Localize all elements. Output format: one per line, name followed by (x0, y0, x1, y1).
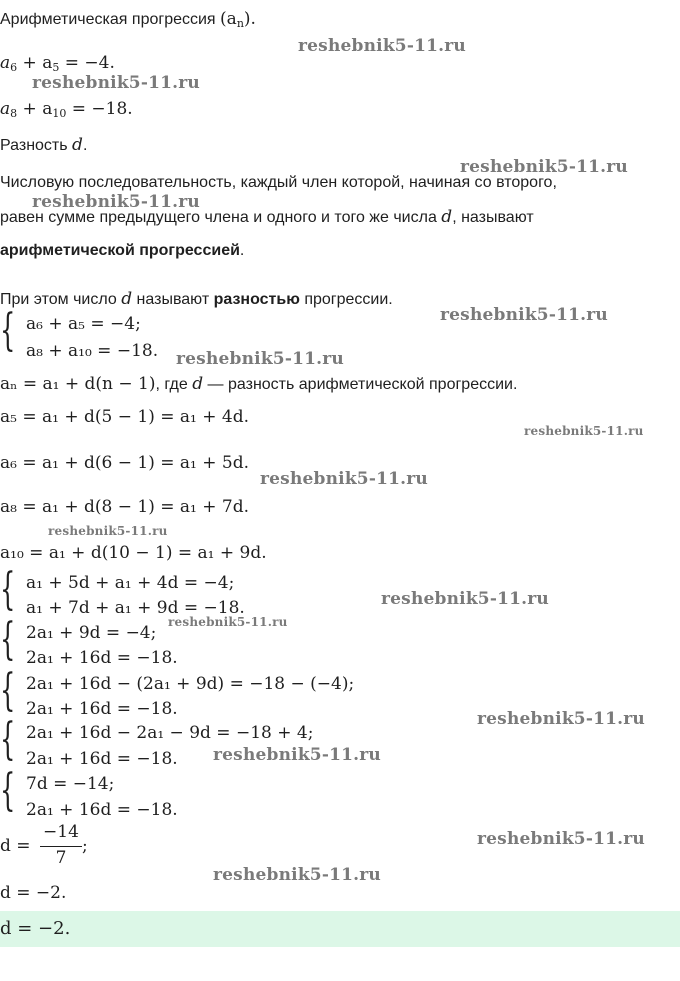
title-symbol: (a (220, 9, 237, 29)
fraction-bar (40, 846, 82, 847)
system-brace: { (0, 714, 16, 765)
watermark: reshebnik5-11.ru (381, 589, 549, 609)
watermark: reshebnik5-11.ru (168, 615, 288, 629)
watermark: reshebnik5-11.ru (213, 865, 381, 885)
result: d = −2. (0, 883, 67, 903)
system3-line-2: 2a₁ + 16d = −18. (26, 648, 178, 668)
equation-a6: a₆ = a₁ + d(6 − 1) = a₁ + 5d. (0, 453, 249, 473)
equation-a10: a₁₀ = a₁ + d(10 − 1) = a₁ + 9d. (0, 543, 267, 563)
watermark: reshebnik5-11.ru (477, 709, 645, 729)
fraction-lhs: d = (0, 836, 31, 856)
watermark: reshebnik5-11.ru (440, 305, 608, 325)
system5-line-2: 2a₁ + 16d = −18. (26, 749, 178, 769)
system2-line-1: a₁ + 5d + a₁ + 4d = −4; (26, 573, 235, 593)
definition-line-1: Числовую последовательность, каждый член которой, начиная со второго, (0, 174, 557, 191)
system-brace: { (0, 614, 16, 665)
watermark: reshebnik5-11.ru (298, 36, 466, 56)
equation-a8: a₈ = a₁ + d(8 − 1) = a₁ + 7d. (0, 497, 249, 517)
answer-box (0, 911, 680, 947)
definition-line-4: При этом число d называют разностью прогрессии. (0, 289, 393, 309)
definition-line-2: равен сумме предыдущего члена и одного и того же числа d, называют (0, 207, 534, 227)
fraction-denominator: 7 (55, 848, 67, 868)
title-end: ). (243, 9, 256, 29)
system-brace: { (0, 564, 16, 615)
system6-line-1: 7d = −14; (26, 774, 115, 794)
fraction-numerator: −14 (43, 822, 79, 842)
watermark: reshebnik5-11.ru (524, 424, 644, 438)
problem-title (0, 8, 256, 30)
system3-line-1: 2a₁ + 9d = −4; (26, 623, 157, 643)
system-brace: { (0, 665, 16, 716)
general-formula: aₙ = a₁ + d(n − 1), где d — разность арифметической прогрессии. (0, 374, 518, 394)
system2-line-2: a₁ + 7d + a₁ + 9d = −18. (26, 598, 245, 618)
watermark: reshebnik5-11.ru (32, 192, 200, 212)
watermark: reshebnik5-11.ru (176, 349, 344, 369)
watermark: reshebnik5-11.ru (460, 157, 628, 177)
given-equation-1: $a_6 + a_5 = -4$. (0, 53, 115, 74)
definition-line-3: арифметической прогрессией. (0, 242, 245, 259)
fraction (38, 822, 84, 872)
watermark: reshebnik5-11.ru (477, 829, 645, 849)
watermark: reshebnik5-11.ru (32, 73, 200, 93)
answer-text: d = −2. (0, 918, 71, 939)
system5-line-1: 2a₁ + 16d − 2a₁ − 9d = −18 + 4; (26, 723, 314, 743)
title-text: Арифметическая прогрессия (0, 11, 221, 28)
watermark: reshebnik5-11.ru (213, 745, 381, 765)
system4-line-2: 2a₁ + 16d = −18. (26, 699, 178, 719)
system-brace: { (0, 305, 16, 356)
system1-line-2: a₈ + a₁₀ = −18. (26, 341, 159, 361)
system6-line-2: 2a₁ + 16d = −18. (26, 800, 178, 820)
watermark: reshebnik5-11.ru (260, 469, 428, 489)
system1-line-1: a₆ + a₅ = −4; (26, 314, 141, 334)
given-equation-2: $a_8 + a_{10} = -18$. (0, 99, 133, 120)
watermark: reshebnik5-11.ru (48, 524, 168, 538)
equation-a5: a₅ = a₁ + d(5 − 1) = a₁ + 4d. (0, 407, 249, 427)
find-statement: Разность d. (0, 135, 88, 155)
fraction-end: ; (82, 836, 88, 856)
system4-line-1: 2a₁ + 16d − (2a₁ + 9d) = −18 − (−4); (26, 674, 355, 694)
system-brace: { (0, 765, 16, 816)
title-subscript: n (236, 17, 244, 30)
